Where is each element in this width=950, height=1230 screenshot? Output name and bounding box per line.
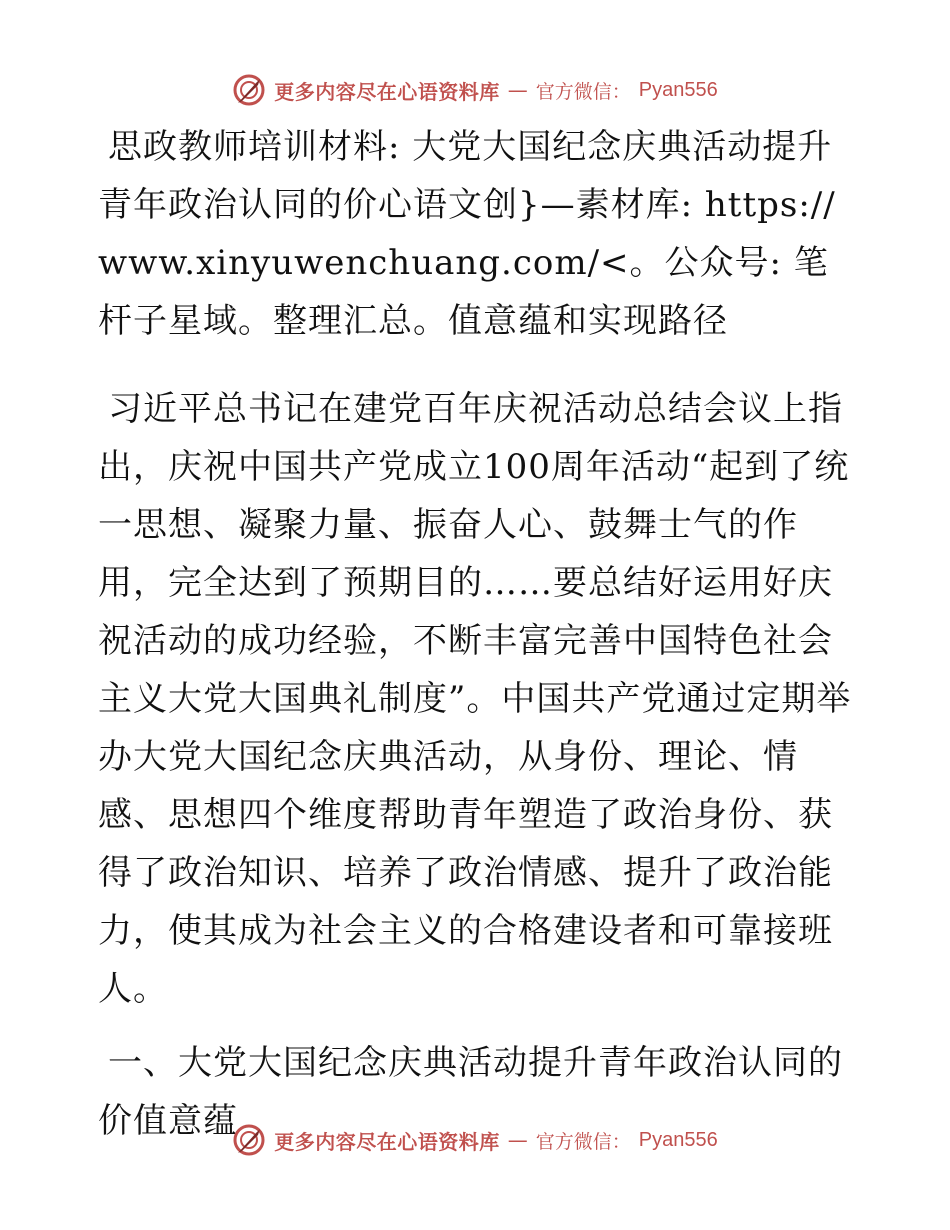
- quill-circle-logo-icon: [232, 73, 266, 107]
- banner-main-text: 更多内容尽在心语资料库: [274, 1129, 500, 1154]
- banner-wechat-id: Pyan556: [638, 1128, 718, 1151]
- header-banner: [0, 70, 950, 110]
- document-title-paragraph: 思政教师培训材料: 大党大国纪念庆典活动提升青年政治认同的价心语文创}—素材库: https://www.xinyuwenchuang.com/<。公众号: 笔杆子星域。整理汇总。值意蕴和实现路径: [98, 127, 836, 341]
- banner-wechat-id: Pyan556: [638, 78, 718, 101]
- footer-banner: [0, 1120, 950, 1160]
- body-paragraph: 习近平总书记在建党百年庆祝活动总结会议上指出，庆祝中国共产党成立100周年活动“起到了统一思想、凝聚力量、振奋人心、鼓舞士气的作用，完全达到了预期目的……要总结好运用好庆祝活动的成功经验，不断丰富完善中国特色社会主义大党大国典礼制度”。中国共产党通过定期举办大党大国纪念庆典活动，从身份、理论、情感、思想四个维度帮助青年塑造了政治身份、获得了政治知识、培养了政治情感、提升了政治能力，使其成为社会主义的合格建设者和可靠接班人。: [98, 389, 852, 1009]
- banner-official-label: 官方微信：: [535, 1130, 631, 1153]
- quill-circle-logo-icon: [232, 1123, 266, 1157]
- banner-separator: —: [507, 1128, 528, 1152]
- banner-main-text: 更多内容尽在心语资料库: [274, 79, 500, 104]
- banner-official-label: 官方微信：: [535, 80, 631, 103]
- section-heading: 一、大党大国纪念庆典活动提升青年政治认同的价值意蕴: [98, 1043, 843, 1141]
- banner-separator: —: [507, 78, 528, 102]
- document-content: [98, 118, 858, 1150]
